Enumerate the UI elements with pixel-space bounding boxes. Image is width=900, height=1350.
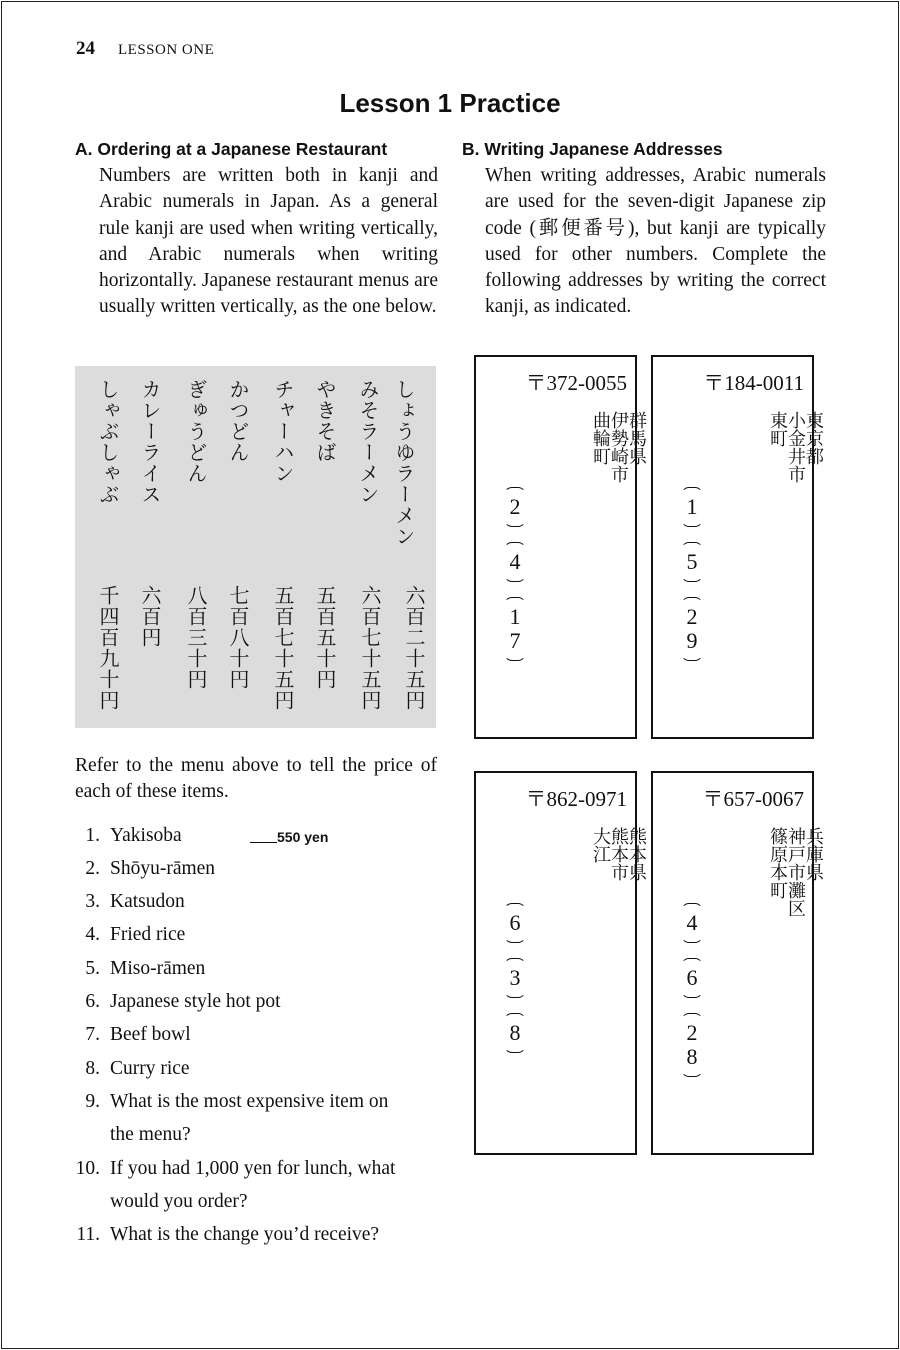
menu-item-name: みそラーメン bbox=[356, 379, 380, 505]
question-text: Curry rice bbox=[110, 1058, 190, 1079]
digit-hint: 7 bbox=[509, 628, 521, 653]
menu-item-price: 七百八十円 bbox=[226, 585, 250, 690]
question-text-cont: the menu? bbox=[110, 1124, 191, 1145]
menu-item-name: ぎゅうどん bbox=[184, 379, 208, 484]
address-town: 篠原本町 bbox=[767, 827, 788, 899]
blank-digit bbox=[680, 903, 704, 943]
address-prefecture: 群馬県 bbox=[626, 411, 647, 465]
question-number: 10. bbox=[75, 1158, 100, 1179]
question-number: 6. bbox=[85, 991, 100, 1012]
question-number: 11. bbox=[76, 1224, 100, 1245]
digit-hint: 2 bbox=[686, 1020, 698, 1045]
digit-hint: 1 bbox=[686, 494, 698, 519]
answer-example bbox=[250, 829, 328, 845]
address-town: 大江 bbox=[590, 827, 611, 863]
blank-digit bbox=[503, 487, 527, 527]
question-text: Miso-rāmen bbox=[110, 958, 206, 979]
section-b-body: When writing addresses, Arabic numerals are used for the seven-digit Japanese zip code (郵便番号), but kanji are typically used for other numbers. Complete the following addresses by writing the correct kanji, as indicated. bbox=[485, 165, 826, 318]
address-city: 伊勢崎市 bbox=[608, 411, 629, 483]
zip-code: 〒372-0055 bbox=[525, 371, 627, 395]
blank-digit bbox=[503, 903, 527, 943]
blank-digit bbox=[503, 958, 527, 998]
zip-code: 〒184-0011 bbox=[703, 371, 804, 395]
page-title: Lesson 1 Practice bbox=[339, 88, 561, 118]
menu-item-name: チャーハン bbox=[271, 379, 295, 484]
question-number: 1. bbox=[85, 825, 100, 846]
menu-item-name: かつどん bbox=[226, 379, 250, 463]
question-number: 5. bbox=[85, 958, 100, 979]
digit-hint: 5 bbox=[686, 549, 698, 574]
section-a-body: Numbers are written both in kanji and Arabic numerals in Japan. As a general rule kanji are used when writing vertically, and Arabic numerals when writing horizontally. Japanese restaurant menus are usually written vertically, as the one below. bbox=[99, 165, 438, 318]
address-city: 小金井市 bbox=[785, 411, 806, 483]
digit-hint: 6 bbox=[509, 910, 521, 935]
question-text-cont: would you order? bbox=[110, 1191, 248, 1212]
address-text bbox=[768, 827, 822, 917]
menu-box bbox=[75, 366, 436, 728]
blank-digit bbox=[503, 1013, 527, 1053]
menu-item-price: 千四百九十円 bbox=[96, 585, 120, 711]
zip-code: 〒657-0067 bbox=[702, 787, 804, 811]
digit-hint: 2 bbox=[509, 494, 521, 519]
blank-digit bbox=[680, 542, 704, 582]
questions-intro: Refer to the menu above to tell the price of each of these items. bbox=[75, 755, 437, 803]
address-text bbox=[768, 411, 822, 483]
question-text: Katsudon bbox=[110, 891, 185, 912]
blank-digit bbox=[680, 958, 704, 998]
zip-code: 〒862-0971 bbox=[525, 787, 627, 811]
digit-hint: 1 bbox=[509, 604, 521, 629]
page-number: 24 bbox=[76, 38, 95, 59]
blank-digit bbox=[503, 542, 527, 582]
address-text bbox=[591, 827, 645, 881]
menu-item-name: カレーライス bbox=[138, 379, 162, 505]
digit-hint: 2 bbox=[686, 604, 698, 629]
menu-item-price: 五百七十五円 bbox=[271, 585, 295, 711]
menu-item-price: 六百七十五円 bbox=[358, 585, 382, 711]
answer-text: 550 yen bbox=[277, 829, 329, 845]
question-number: 4. bbox=[85, 924, 100, 945]
address-prefecture: 東京都 bbox=[803, 411, 824, 465]
menu-item-name: しゃぶしゃぶ bbox=[96, 379, 120, 505]
address-city: 神戸市灘区 bbox=[785, 827, 806, 917]
question-text: Beef bowl bbox=[110, 1024, 191, 1045]
question-number: 2. bbox=[85, 858, 100, 879]
menu-item-price: 八百三十円 bbox=[184, 585, 208, 690]
menu-item-price: 五百五十円 bbox=[313, 585, 337, 690]
blank-digit bbox=[680, 1013, 704, 1077]
address-envelope bbox=[474, 771, 647, 1155]
address-envelope bbox=[651, 771, 824, 1155]
question-text: Fried rice bbox=[110, 924, 186, 945]
question-number: 7. bbox=[85, 1024, 100, 1045]
address-city: 熊本市 bbox=[608, 827, 629, 881]
digit-hint: 9 bbox=[686, 628, 698, 653]
address-town: 東町 bbox=[767, 411, 788, 447]
section-b-heading: B. Writing Japanese Addresses bbox=[462, 139, 723, 159]
section-a-heading: A. Ordering at a Japanese Restaurant bbox=[75, 139, 388, 159]
blank-digit bbox=[503, 597, 527, 661]
address-prefecture: 熊本県 bbox=[626, 827, 647, 881]
menu-item-price: 六百二十五円 bbox=[402, 585, 426, 711]
question-number: 9. bbox=[85, 1091, 100, 1112]
question-text: Shōyu-rāmen bbox=[110, 858, 216, 879]
digit-hint: 8 bbox=[686, 1044, 698, 1069]
menu-item-price: 六百円 bbox=[138, 585, 162, 648]
digit-hint: 3 bbox=[509, 965, 521, 990]
question-text: What is the change you’d receive? bbox=[110, 1224, 380, 1245]
address-town: 曲輪町 bbox=[590, 411, 611, 465]
address-text bbox=[591, 411, 645, 483]
address-envelope bbox=[474, 355, 647, 739]
running-title: LESSON ONE bbox=[118, 42, 215, 58]
question-text: Japanese style hot pot bbox=[110, 991, 281, 1012]
address-envelope bbox=[651, 355, 824, 739]
question-text: If you had 1,000 yen for lunch, what bbox=[110, 1158, 396, 1179]
digit-hint: 8 bbox=[509, 1020, 521, 1045]
question-text: What is the most expensive item on bbox=[110, 1091, 389, 1112]
question-number: 8. bbox=[85, 1058, 100, 1079]
address-prefecture: 兵庫県 bbox=[803, 827, 824, 881]
digit-hint: 4 bbox=[686, 910, 698, 935]
digit-hint: 4 bbox=[509, 549, 521, 574]
blank-digit bbox=[680, 487, 704, 527]
menu-item-name: やきそば bbox=[313, 379, 337, 463]
question-text: Yakisoba bbox=[110, 825, 182, 846]
blank-digit bbox=[680, 597, 704, 661]
digit-hint: 6 bbox=[686, 965, 698, 990]
question-number: 3. bbox=[85, 891, 100, 912]
menu-item-name: しょうゆラーメン bbox=[392, 379, 416, 547]
